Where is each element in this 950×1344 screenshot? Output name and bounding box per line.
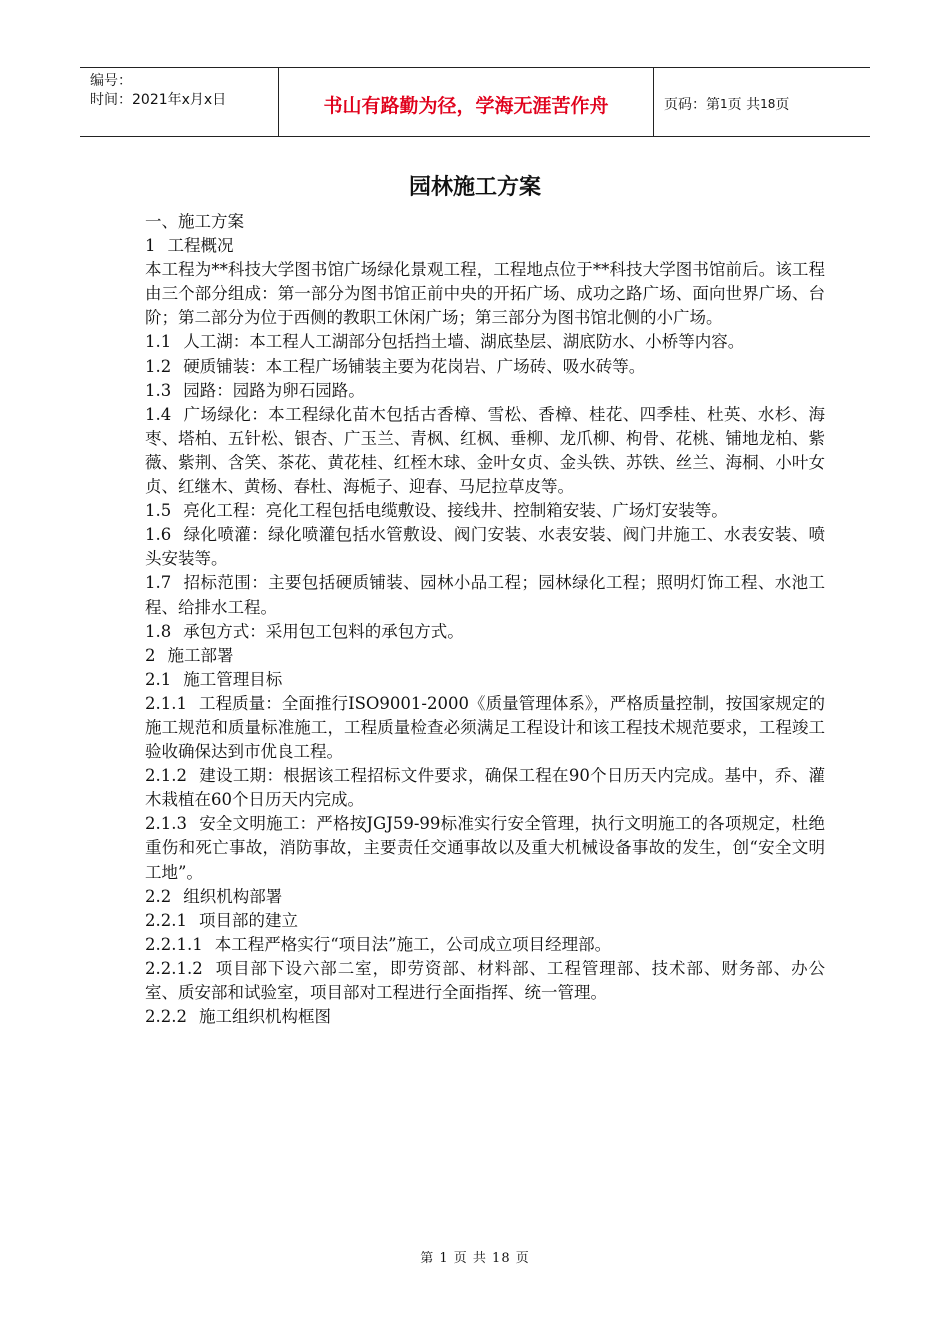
document-date: 时间：2021年x月x日 [90, 92, 227, 108]
section-number: 2.2.2 [145, 1007, 187, 1027]
paragraph [145, 692, 825, 764]
paragraph-text: 工程概况 [167, 236, 234, 256]
paragraph-text: 招标范围：主要包括硬质铺装、园林小品工程；园林绿化工程；照明灯饰工程、水池工程、给排水工程。 [145, 573, 825, 617]
paragraph [145, 644, 825, 668]
page-total: 18 [760, 97, 776, 111]
paragraph [145, 909, 825, 933]
paragraph [145, 620, 825, 644]
document-number-label: 编号： [90, 73, 132, 89]
paragraph [145, 957, 825, 1005]
paragraph-text: 硬质铺装：本工程广场铺装主要为花岗岩、广场砖、吸水砖等。 [183, 356, 646, 376]
section-number: 1.2 [145, 356, 172, 376]
section-number: 2.1 [145, 669, 172, 689]
paragraph-text: 组织机构部署 [183, 886, 283, 906]
page-header [80, 67, 870, 137]
paragraph-text: 绿化喷灌：绿化喷灌包括水管敷设、阀门安装、水表安装、阀门井施工、水表安装、喷头安装等。 [145, 525, 825, 569]
section-number: 1.3 [145, 380, 172, 400]
section-number: 1 [145, 236, 156, 256]
section-number: 2.1.1 [145, 693, 187, 713]
page-current: 1 [720, 97, 728, 111]
paragraph-text: 施工部署 [167, 645, 234, 665]
paragraph [145, 499, 825, 523]
paragraph-text: 广场绿化：本工程绿化苗木包括古香樟、雪松、香樟、桂花、四季桂、杜英、水杉、海枣、塔柏、五针松、银杏、广玉兰、青枫、红枫、垂柳、龙爪柳、枸骨、花桃、铺地龙柏、紫薇、紫荆、含笑、茶花、黄花桂、红桎木球、金叶女贞、金头铁、苏铁、丝兰、海桐、小叶女贞、红继木、黄杨、春杜、海栀子、迎春、马尼拉草皮等。 [145, 404, 825, 497]
paragraph-text: 本工程严格实行“项目法”施工，公司成立项目经理部。 [214, 934, 612, 954]
section-number: 2.2 [145, 886, 172, 906]
paragraph [145, 234, 825, 258]
paragraph-text: 项目部的建立 [198, 910, 298, 930]
paragraph [145, 403, 825, 499]
page-mid: 页 共 [727, 97, 761, 113]
paragraph [145, 668, 825, 692]
paragraph-text: 人工湖：本工程人工湖部分包括挡土墙、湖底垫层、湖底防水、小桥等内容。 [183, 332, 745, 352]
page-footer: 第 1 页 共 18 页 [420, 1251, 530, 1266]
paragraph-text: 本工程为**科技大学图书馆广场绿化景观工程，工程地点位于**科技大学图书馆前后。该工程由三个部分组成：第一部分为图书馆正前中央的开拓广场、成功之路广场、面向世界广场、台阶；第二部分为位于西侧的教职工休闲广场；第三部分为图书馆北侧的小广场。 [145, 260, 825, 328]
header-motto: 书山有路勤为径，学海无涯苦作舟 [279, 68, 654, 136]
paragraph [145, 933, 825, 957]
document-body [145, 210, 825, 1029]
paragraph [145, 355, 825, 379]
paragraph [145, 885, 825, 909]
paragraph [145, 1005, 825, 1029]
document-title: 园林施工方案 [408, 175, 541, 200]
paragraph [145, 571, 825, 619]
paragraph [145, 258, 825, 330]
page-prefix: 页码：第 [664, 97, 720, 113]
section-number: 2.2.1.1 [145, 934, 203, 954]
paragraph-text: 一、施工方案 [145, 212, 244, 231]
section-number: 1.4 [145, 404, 172, 424]
section-number: 2.1.3 [145, 814, 187, 834]
section-number: 2.1.2 [145, 766, 187, 786]
section-number: 1.5 [145, 501, 172, 521]
page-suffix: 页 [775, 97, 790, 113]
paragraph-text: 园路：园路为卵石园路。 [183, 380, 365, 400]
paragraph-text: 亮化工程：亮化工程包括电缆敷设、接线井、控制箱安装、广场灯安装等。 [183, 501, 728, 521]
section-number: 2 [145, 645, 156, 665]
section-number: 1.6 [145, 525, 172, 545]
paragraph [145, 812, 825, 884]
header-page-number [654, 68, 870, 136]
section-number: 2.2.1.2 [145, 958, 203, 978]
section-number: 1.7 [145, 573, 172, 593]
section-number: 1.1 [145, 332, 172, 352]
paragraph [145, 379, 825, 403]
section-number: 1.8 [145, 621, 172, 641]
paragraph-text: 施工管理目标 [183, 669, 283, 689]
section-number: 2.2.1 [145, 910, 187, 930]
paragraph-text: 建设工期：根据该工程招标文件要求，确保工程在90个日历天内完成。基中，乔、灌木栽植在60个日历天内完成。 [145, 766, 825, 810]
paragraph [145, 523, 825, 571]
paragraph-text: 工程质量：全面推行ISO9001-2000《质量管理体系》，严格质量控制，按国家规定的施工规范和质量标准施工，工程质量检查必须满足工程设计和该工程技术规范要求，工程竣工验收确保达到市优良工程。 [145, 693, 825, 762]
paragraph-text: 安全文明施工：严格按JGJ59-99标准实行安全管理，执行文明施工的各项规定，杜绝重伤和死亡事故，消防事故，主要责任交通事故以及重大机械设备事故的发生，创“安全文明工地”。 [145, 814, 825, 882]
paragraph [145, 210, 825, 234]
paragraph [145, 330, 825, 354]
paragraph [145, 764, 825, 812]
paragraph-text: 项目部下设六部二室，即劳资部、材料部、工程管理部、技术部、财务部、办公室、质安部和试验室，项目部对工程进行全面指挥、统一管理。 [145, 958, 825, 1002]
paragraph-text: 承包方式：采用包工包料的承包方式。 [183, 621, 464, 641]
paragraph-text: 施工组织机构框图 [198, 1007, 331, 1027]
header-meta [80, 68, 279, 136]
